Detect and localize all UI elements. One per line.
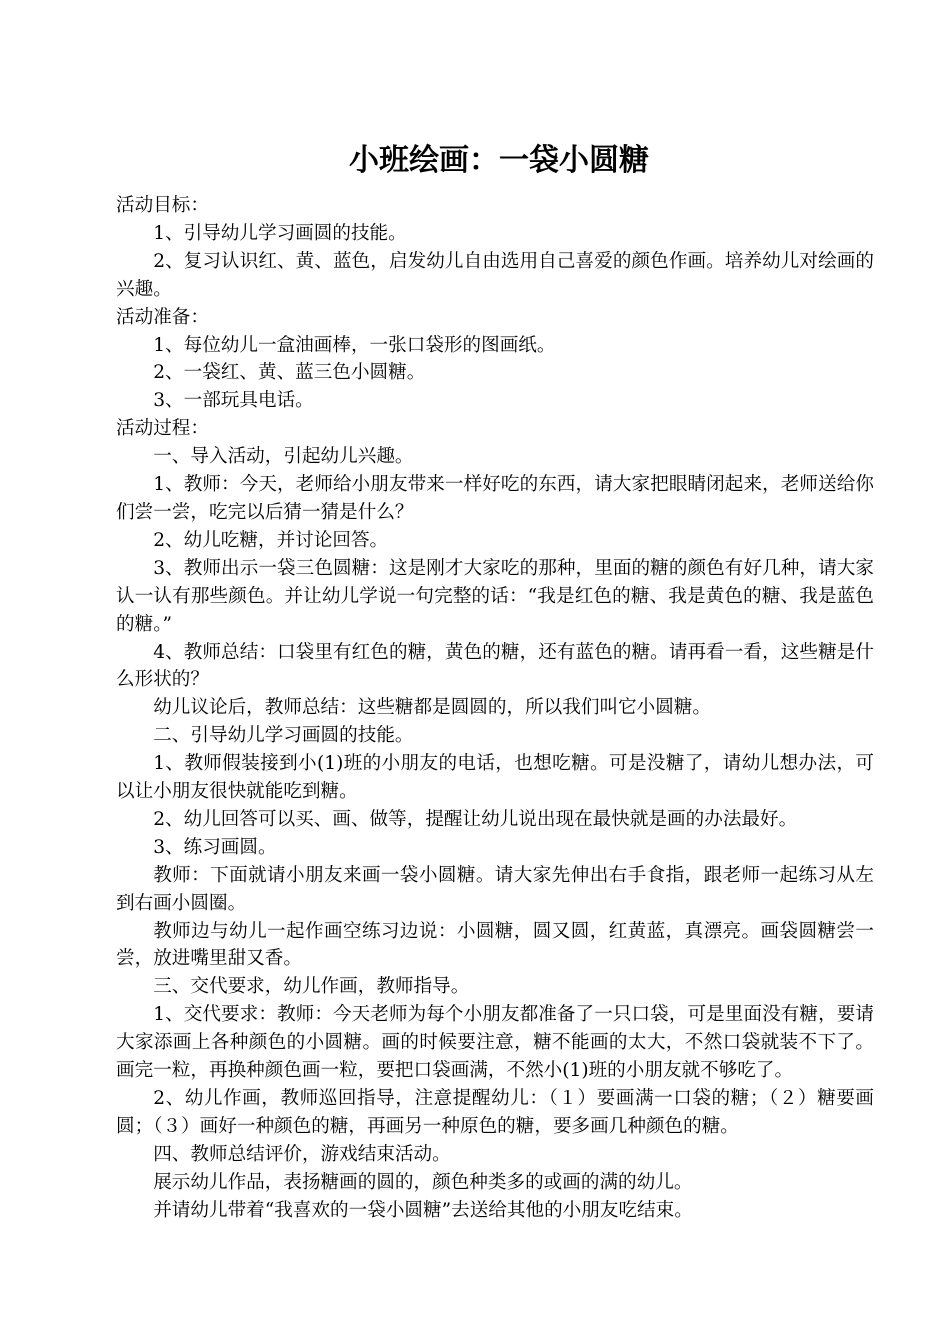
paragraph: 1、交代要求：教师：今天老师为每个小朋友都准备了一只口袋，可是里面没有糖，要请大家添画上各种颜色的小圆糖。画的时候要注意，糖不能画的太大，不然口袋就装不下了。画完一粒，再换种颜色画一粒，要把口袋画满，不然小(1)班的小朋友就不够吃了。 [116,1004,874,1082]
section-heading-process: 活动过程： [116,418,209,440]
section-heading-preparation: 活动准备： [116,306,209,328]
paragraph: 3、一部玩具电话。 [153,390,314,412]
paragraph: 一、导入活动，引起幼儿兴趣。 [153,446,414,468]
paragraph: 4、教师总结：口袋里有红色的糖，黄色的糖，还有蓝色的糖。请再看一看，这些糖是什么形状的？ [116,641,874,691]
paragraph: 1、引导幼儿学习画圆的技能。 [153,222,407,244]
paragraph: 1、每位幼儿一盒油画棒，一张口袋形的图画纸。 [153,334,556,356]
paragraph: 教师：下面就请小朋友来画一袋小圆糖。请大家先伸出右手食指，跟老师一起练习从左到右画小圆圈。 [116,864,874,914]
section-heading-goals: 活动目标： [116,195,209,216]
paragraph: 2、幼儿回答可以买、画、做等，提醒让幼儿说出现在最快就是画的办法最好。 [153,808,798,830]
paragraph: 教师边与幼儿一起作画空练习边说：小圆糖，圆又圆，红黄蓝，真漂亮。画袋圆糖尝一尝，放进嘴里甜又香。 [116,920,874,970]
paragraph: 展示幼儿作品，表扬糖画的圆的，颜色种类多的或画的满的幼儿。 [153,1171,693,1193]
document-page [116,138,874,1225]
paragraph: 2、幼儿作画，教师巡回指导，注意提醒幼儿：（１）要画满一口袋的糖；（２）糖要画圆；（３）画好一种颜色的糖，再画另一种原色的糖，要多画几种颜色的糖。 [116,1088,874,1137]
paragraph: 2、复习认识红、黄、蓝色，启发幼儿自由选用自己喜爱的颜色作画。培养幼儿对绘画的兴趣。 [116,250,874,300]
paragraph: 3、教师出示一袋三色圆糖：这是刚才大家吃的那种，里面的糖的颜色有好几种，请大家认一认有那些颜色。并让幼儿学说一句完整的话：“我是红色的糖、我是黄色的糖、我是蓝色的糖。” [116,557,874,635]
paragraph: 幼儿议论后，教师总结：这些糖都是圆圆的，所以我们叫它小圆糖。 [153,697,712,719]
document-title: 小班绘画：一袋小圆糖 [349,143,649,178]
paragraph: 二、引导幼儿学习画圆的技能。 [153,725,414,747]
paragraph: 四、教师总结评价，游戏结束活动。 [153,1143,451,1165]
paragraph: 2、幼儿吃糖，并讨论回答。 [153,529,389,551]
paragraph: 1、教师：今天，老师给小朋友带来一样好吃的东西，请大家把眼睛闭起来，老师送给你们尝一尝，吃完以后猜一猜是什么？ [116,474,874,523]
paragraph: 并请幼儿带着“我喜欢的一袋小圆糖”去送给其他的小朋友吃结束。 [153,1199,693,1221]
document-body [116,192,874,1225]
paragraph: 1、教师假装接到小(1)班的小朋友的电话，也想吃糖。可是没糖了，请幼儿想办法，可以让小朋友很快就能吃到糖。 [116,753,874,803]
paragraph: 3、练习画圆。 [153,836,277,858]
paragraph: 2、一袋红、黄、蓝三色小圆糖。 [153,362,426,384]
paragraph: 三、交代要求，幼儿作画，教师指导。 [153,976,470,998]
